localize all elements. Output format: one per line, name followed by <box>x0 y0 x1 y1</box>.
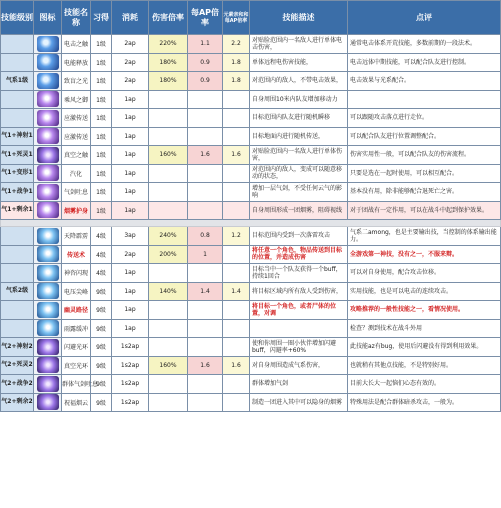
skill-cost: 1ap <box>112 183 149 202</box>
skill-elemental-ratio <box>223 264 250 283</box>
skill-learn-level: 1级 <box>91 53 112 72</box>
skill-elemental-ratio <box>223 319 250 338</box>
skill-comment: 实用技能，也是可以电击的连续攻击。 <box>348 282 501 301</box>
skill-ap-ratio: 1.4 <box>188 282 223 301</box>
skill-learn-level: 1级 <box>91 183 112 202</box>
skill-ap-ratio <box>188 319 223 338</box>
skill-learn-level: 4级 <box>91 245 112 264</box>
skill-name: 传送术 <box>62 245 91 264</box>
skill-description: 对范围内的敌人，变成可以随意移动的状态， <box>250 164 348 183</box>
skill-name: 致盲之光 <box>62 72 91 91</box>
skill-description: 群体增加气剑 <box>250 375 348 394</box>
skill-comment: 可以配合队友进行位置调整配合。 <box>348 127 501 146</box>
skill-comment: 通常电击体系开荒技能，多数前期的一段法术。 <box>348 35 501 54</box>
skill-description: 目标范围内受到一次落雷攻击 <box>250 227 348 246</box>
skill-cost: 2ap <box>112 35 149 54</box>
skill-group-cell <box>1 53 34 72</box>
skill-cost: 1ap <box>112 201 149 220</box>
skill-group-cell: 气系1级 <box>1 72 34 91</box>
skill-damage <box>149 164 188 183</box>
skill-elemental-ratio: 1.6 <box>223 146 250 165</box>
skill-icon <box>37 339 59 355</box>
header-icon: 图标 <box>34 1 62 35</box>
skill-ap-ratio <box>188 183 223 202</box>
skill-elemental-ratio <box>223 109 250 128</box>
skill-elemental-ratio <box>223 301 250 320</box>
skill-damage <box>149 183 188 202</box>
skill-group-cell: 气1+战争1 <box>1 183 34 202</box>
skill-elemental-ratio <box>223 183 250 202</box>
header-name: 技能名称 <box>62 1 91 35</box>
skill-learn-level: 9级 <box>91 338 112 357</box>
skill-description: 将目标区域内所有敌人受到伤害， <box>250 282 348 301</box>
header-damage: 伤害倍率 <box>149 1 188 35</box>
skill-name: 乘风之御 <box>62 90 91 109</box>
skill-icon-cell <box>34 183 62 202</box>
skill-cost: 1ap <box>112 164 149 183</box>
skill-icon <box>37 246 59 262</box>
skill-name: 汽化 <box>62 164 91 183</box>
skill-learn-level: 9级 <box>91 393 112 412</box>
skill-name: 烟雾护身 <box>62 201 91 220</box>
skill-group-cell <box>1 319 34 338</box>
skill-icon <box>37 265 59 281</box>
skill-ap-ratio: 1 <box>188 245 223 264</box>
header-desc: 技能描述 <box>250 1 348 35</box>
skill-row <box>1 201 501 220</box>
skill-comment: 此技能az有bug，使用后闪避没有得到利用效果。 <box>348 338 501 357</box>
skill-row <box>1 90 501 109</box>
skill-description: 对贴脸范围内一名敌人进行单体电击伤害， <box>250 35 348 54</box>
skill-row <box>1 264 501 283</box>
skill-description: 单体远程电伤害技能， <box>250 53 348 72</box>
skill-description: 对自身周围造成气系伤害， <box>250 356 348 375</box>
skill-ap-ratio <box>188 393 223 412</box>
skill-comment: 只要是选在一起时使用，可以相互配合。 <box>348 164 501 183</box>
skill-elemental-ratio <box>223 393 250 412</box>
section-divider-cell <box>1 220 501 227</box>
skill-icon <box>37 320 59 336</box>
skill-cost: 2ap <box>112 53 149 72</box>
skill-comment: 电击远体中期技能，可以配合队友进行控制。 <box>348 53 501 72</box>
skill-icon <box>37 202 59 218</box>
skill-description: 对范围内的敌人，不带电击效果， <box>250 72 348 91</box>
skill-comment: 伤害实用性一般，可以配合队友的伤害流程。 <box>348 146 501 165</box>
skill-ap-ratio <box>188 375 223 394</box>
skill-description: 自身周围形成一团烟雾，阻碍视线 <box>250 201 348 220</box>
skill-cost: 1s2ap <box>112 338 149 357</box>
skill-damage <box>149 319 188 338</box>
skill-row <box>1 35 501 54</box>
skill-damage <box>149 109 188 128</box>
skill-elemental-ratio: 1.6 <box>223 356 250 375</box>
skill-elemental-ratio: 1.8 <box>223 53 250 72</box>
skill-icon <box>37 128 59 144</box>
skill-elemental-ratio <box>223 338 250 357</box>
skill-description: 增加一层气剑，不受任何云气的影响 <box>250 183 348 202</box>
header-cost: 消耗 <box>112 1 149 35</box>
skill-row <box>1 282 501 301</box>
skill-elemental-ratio <box>223 201 250 220</box>
skill-comment: 可以对自身使用，配合攻击位移。 <box>348 264 501 283</box>
skill-damage: 180% <box>149 72 188 91</box>
skill-icon-cell <box>34 319 62 338</box>
skill-comment: 可以跟随攻击落点进行走位。 <box>348 109 501 128</box>
skill-cost: 1s2ap <box>112 375 149 394</box>
skill-learn-level: 9级 <box>91 282 112 301</box>
skill-icon <box>37 228 59 244</box>
skill-description <box>250 319 348 338</box>
skill-group-cell: 气1+变形1 <box>1 164 34 183</box>
skill-elemental-ratio <box>223 375 250 394</box>
skill-row <box>1 146 501 165</box>
skill-icon-cell <box>34 109 62 128</box>
skill-learn-level: 9级 <box>91 356 112 375</box>
skill-ap-ratio: 0.9 <box>188 53 223 72</box>
skill-damage <box>149 393 188 412</box>
skill-elemental-ratio: 1.2 <box>223 227 250 246</box>
skill-cost: 1s2ap <box>112 393 149 412</box>
skill-name: 雨露缓冲 <box>62 319 91 338</box>
skill-cost: 3ap <box>112 227 149 246</box>
skill-elemental-ratio: 1.4 <box>223 282 250 301</box>
skill-description: 对贴脸范围内一名敌人进行单体伤害， <box>250 146 348 165</box>
skill-learn-level: 1级 <box>91 146 112 165</box>
skill-learn-level: 1级 <box>91 72 112 91</box>
skill-comment: 也就稍有其他点技能，不是特别好用。 <box>348 356 501 375</box>
skill-ap-ratio <box>188 338 223 357</box>
skill-icon-cell <box>34 127 62 146</box>
skill-cost: 1ap <box>112 127 149 146</box>
skill-icon <box>37 184 59 200</box>
skill-cost: 1s2ap <box>112 356 149 375</box>
skill-description: 目标范围内队友进行随机瞬移 <box>250 109 348 128</box>
skill-ap-ratio <box>188 109 223 128</box>
skill-icon-cell <box>34 393 62 412</box>
skill-name: 电压尖峰 <box>62 282 91 301</box>
skill-group-cell: 气2+死灵2 <box>1 356 34 375</box>
skill-elemental-ratio <box>223 245 250 264</box>
skill-comment: 气系二among，也是主要输出技，当控制的体系输出能力。 <box>348 227 501 246</box>
skill-icon <box>37 73 59 89</box>
skill-cost: 1ap <box>112 90 149 109</box>
header-comment: 点评 <box>348 1 501 35</box>
skill-icon-cell <box>34 301 62 320</box>
skill-icon-cell <box>34 356 62 375</box>
skill-learn-level: 9级 <box>91 301 112 320</box>
skill-ap-ratio <box>188 164 223 183</box>
skill-group-cell: 气1+死灵1 <box>1 146 34 165</box>
skill-name: 祝福烟云 <box>62 393 91 412</box>
skill-icon-cell <box>34 264 62 283</box>
skill-group-cell <box>1 227 34 246</box>
skill-table-body <box>1 35 501 412</box>
skill-cost: 1ap <box>112 264 149 283</box>
skill-cost: 1ap <box>112 109 149 128</box>
skill-comment <box>348 90 501 109</box>
skill-elemental-ratio <box>223 164 250 183</box>
skill-cost: 1ap <box>112 319 149 338</box>
header-level: 技能级别 <box>1 1 34 35</box>
skill-group-cell <box>1 90 34 109</box>
skill-icon-cell <box>34 282 62 301</box>
skill-damage: 200% <box>149 245 188 264</box>
skill-icon-cell <box>34 245 62 264</box>
skill-row <box>1 301 501 320</box>
skill-description: 将目标一个角色，或者尸体的位置，对调 <box>250 301 348 320</box>
skill-icon-cell <box>34 146 62 165</box>
skill-comment: 电击效果与光系配合。 <box>348 72 501 91</box>
skill-group-cell <box>1 245 34 264</box>
skill-learn-level: 4级 <box>91 227 112 246</box>
skill-damage <box>149 375 188 394</box>
skill-group-cell: 气系2级 <box>1 282 34 301</box>
skill-name: 气剑吐息 <box>62 183 91 202</box>
skill-name: 天降霹雳 <box>62 227 91 246</box>
skill-group-cell <box>1 35 34 54</box>
skill-row <box>1 375 501 394</box>
skill-name: 闪避光环 <box>62 338 91 357</box>
skill-elemental-ratio <box>223 127 250 146</box>
skill-description: 目标地面内进行随机传送， <box>250 127 348 146</box>
skill-icon <box>37 110 59 126</box>
header-elemental: 元素亲和和每AP倍率 <box>223 1 250 35</box>
skill-icon <box>37 283 59 299</box>
skill-elemental-ratio <box>223 90 250 109</box>
skill-damage: 220% <box>149 35 188 54</box>
skill-learn-level: 4级 <box>91 264 112 283</box>
skill-description: 目标当中一个队友获得一个buff，持续1回合 <box>250 264 348 283</box>
skill-row <box>1 227 501 246</box>
skill-comment: 攻略推荐的一般性技能之一，看情况使用。 <box>348 301 501 320</box>
skill-row <box>1 127 501 146</box>
skill-description: 使和你周围一圈小伙伴增加闪避buff，闪避率+60% <box>250 338 348 357</box>
skill-row <box>1 245 501 264</box>
skill-group-cell: 气2+战争2 <box>1 375 34 394</box>
skill-icon <box>37 376 59 392</box>
skill-name: 电击之触 <box>62 35 91 54</box>
skill-ap-ratio: 0.8 <box>188 227 223 246</box>
skill-comment: 目前大长大一起恼们心态有效的。 <box>348 375 501 394</box>
skill-damage <box>149 90 188 109</box>
skill-damage: 160% <box>149 356 188 375</box>
skill-icon <box>37 147 59 163</box>
skill-ap-ratio: 0.9 <box>188 72 223 91</box>
skill-name: 应激传送 <box>62 109 91 128</box>
skill-elemental-ratio: 2.2 <box>223 35 250 54</box>
skill-icon-cell <box>34 53 62 72</box>
skill-icon <box>37 165 59 181</box>
skill-ap-ratio <box>188 201 223 220</box>
skill-row <box>1 393 501 412</box>
skill-name: 应激传送 <box>62 127 91 146</box>
skill-name: 真空光环 <box>62 356 91 375</box>
skill-damage <box>149 338 188 357</box>
skill-ap-ratio <box>188 301 223 320</box>
skill-damage: 140% <box>149 282 188 301</box>
skill-icon <box>37 54 59 70</box>
skill-damage: 180% <box>149 53 188 72</box>
section-divider <box>1 220 501 227</box>
skill-icon-cell <box>34 227 62 246</box>
skill-row <box>1 164 501 183</box>
skill-icon <box>37 357 59 373</box>
skill-comment: 全游戏第一神技，没有之一，不服来辩。 <box>348 245 501 264</box>
skill-name: 电能释放 <box>62 53 91 72</box>
skill-comment: 检查？测到技术在战斗外用 <box>348 319 501 338</box>
skill-cost: 1ap <box>112 282 149 301</box>
skill-name: 真空之触 <box>62 146 91 165</box>
skill-cost: 1ap <box>112 146 149 165</box>
skill-description: 自身周围10米内队友增加移动力 <box>250 90 348 109</box>
skill-row <box>1 356 501 375</box>
skill-icon <box>37 394 59 410</box>
skill-description: 将任意一个角色，物品传送到目标的位置，并造成伤害 <box>250 245 348 264</box>
skill-name: 幽灵路径 <box>62 301 91 320</box>
skill-row <box>1 109 501 128</box>
skill-group-cell <box>1 109 34 128</box>
skill-group-cell: 气1+神射1 <box>1 127 34 146</box>
skill-row <box>1 183 501 202</box>
skill-cost: 2ap <box>112 245 149 264</box>
skill-learn-level: 1级 <box>91 127 112 146</box>
skill-learn-level: 1级 <box>91 201 112 220</box>
skill-comment: 特殊用法是配合群体暗杀攻击，一般为。 <box>348 393 501 412</box>
skill-icon-cell <box>34 35 62 54</box>
skill-name: 群体气剑吐息 <box>62 375 91 394</box>
skill-icon-cell <box>34 72 62 91</box>
skill-group-cell <box>1 264 34 283</box>
skill-icon <box>37 302 59 318</box>
skill-description: 制造一团进入其中可以隐身的烟雾 <box>250 393 348 412</box>
skill-elemental-ratio: 1.8 <box>223 72 250 91</box>
skill-icon-cell <box>34 338 62 357</box>
skill-group-cell <box>1 301 34 320</box>
skill-learn-level: 9级 <box>91 375 112 394</box>
skill-damage <box>149 201 188 220</box>
skill-comment: 基本没有用，除非能够配合退死亡之害。 <box>348 183 501 202</box>
header-ap: 每AP倍率 <box>188 1 223 35</box>
skill-row <box>1 319 501 338</box>
skill-group-cell: 气1+剩余1 <box>1 201 34 220</box>
skill-row <box>1 53 501 72</box>
skill-ap-ratio <box>188 127 223 146</box>
skill-icon-cell <box>34 201 62 220</box>
skill-learn-level: 1级 <box>91 164 112 183</box>
skill-damage: 240% <box>149 227 188 246</box>
skill-icon-cell <box>34 164 62 183</box>
skill-damage <box>149 127 188 146</box>
skill-learn-level: 1级 <box>91 109 112 128</box>
skill-row <box>1 72 501 91</box>
skill-group-cell: 气2+剩余2 <box>1 393 34 412</box>
skill-icon-cell <box>34 375 62 394</box>
skill-damage <box>149 301 188 320</box>
skill-ap-ratio <box>188 90 223 109</box>
skill-group-cell: 气2+神射2 <box>1 338 34 357</box>
skill-learn-level: 9级 <box>91 319 112 338</box>
header-learn: 习得 <box>91 1 112 35</box>
skill-ap-ratio: 1.1 <box>188 35 223 54</box>
skill-cost: 2ap <box>112 72 149 91</box>
skill-learn-level: 1级 <box>91 90 112 109</box>
skill-ap-ratio <box>188 264 223 283</box>
skill-icon-cell <box>34 90 62 109</box>
skill-icon <box>37 36 59 52</box>
skill-row <box>1 338 501 357</box>
skill-cost: 1ap <box>112 301 149 320</box>
skill-damage <box>149 264 188 283</box>
skill-learn-level: 1级 <box>91 35 112 54</box>
skill-comment: 对于团战有一定作用，可以在战斗中起到保护效果。 <box>348 201 501 220</box>
skill-ap-ratio: 1.6 <box>188 146 223 165</box>
skill-icon <box>37 91 59 107</box>
skill-ap-ratio: 1.6 <box>188 356 223 375</box>
skill-damage: 160% <box>149 146 188 165</box>
skill-name: 神咨闪现 <box>62 264 91 283</box>
